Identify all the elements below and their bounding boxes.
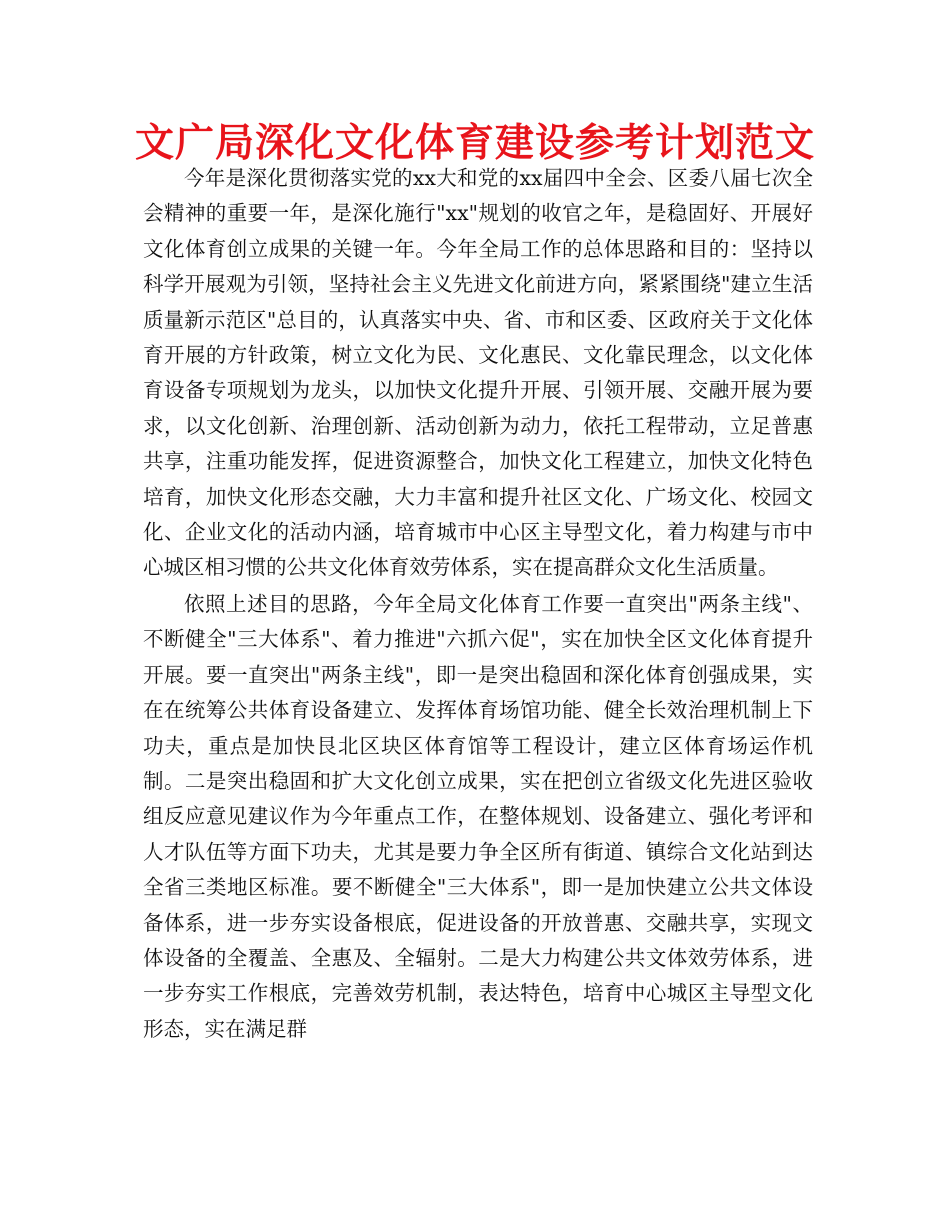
paragraph-2: 依照上述目的思路，今年全局文化体育工作要一直突出"两条主线"、不断健全"三大体系"、着力推进"六抓六促"，实在加快全区文化体育提升开展。要一直突出"两条主线"，即一是突出稳固和深化体育创强成果，实在在统筹公共体育设备建立、发挥体育场馆功能、健全长效治理机制上下功夫，重点是加快艮北区块区体育馆等工程设计，建立区体育场运作机制。二是突出稳固和扩大文化创立成果，实在把创立省级文化先进区验收组反应意见建议作为今年重点工作，在整体规划、设备建立、强化考评和人才队伍等方面下功夫，尤其是要力争全区所有街道、镇综合文化站到达全省三类地区标准。要不断健全"三大体系"，即一是加快建立公共文体设备体系，进一步夯实设备根底，促进设备的开放普惠、交融共享，实现文体设备的全覆盖、全惠及、全辐射。二是大力构建公共文体效劳体系，进一步夯实工作根底，完善效劳机制，表达特色，培育中心城区主导型文化形态，实在满足群 [143,591,813,1041]
document-body [143,161,813,1047]
document-title: 文广局深化文化体育建设参考计划范文 [134,121,815,166]
paragraph-1: 今年是深化贯彻落实党的xx大和党的xx届四中全会、区委八届七次全会精神的重要一年，是深化施行"xx"规划的收官之年，是稳固好、开展好文化体育创立成果的关键一年。今年全局工作的总体思路和目的：坚持以科学开展观为引领，坚持社会主义先进文化前进方向，紧紧围绕"建立生活质量新示范区"总目的，认真落实中央、省、市和区委、区政府关于文化体育开展的方针政策，树立文化为民、文化惠民、文化靠民理念，以文化体育设备专项规划为龙头，以加快文化提升开展、引领开展、交融开展为要求，以文化创新、治理创新、活动创新为动力，依托工程带动，立足普惠共享，注重功能发挥，促进资源整合，加快文化工程建立，加快文化特色培育，加快文化形态交融，大力丰富和提升社区文化、广场文化、校园文化、企业文化的活动内涵，培育城市中心区主导型文化，着力构建与市中心城区相习惯的公共文化体育效劳体系，实在提高群众文化生活质量。 [143,166,813,580]
